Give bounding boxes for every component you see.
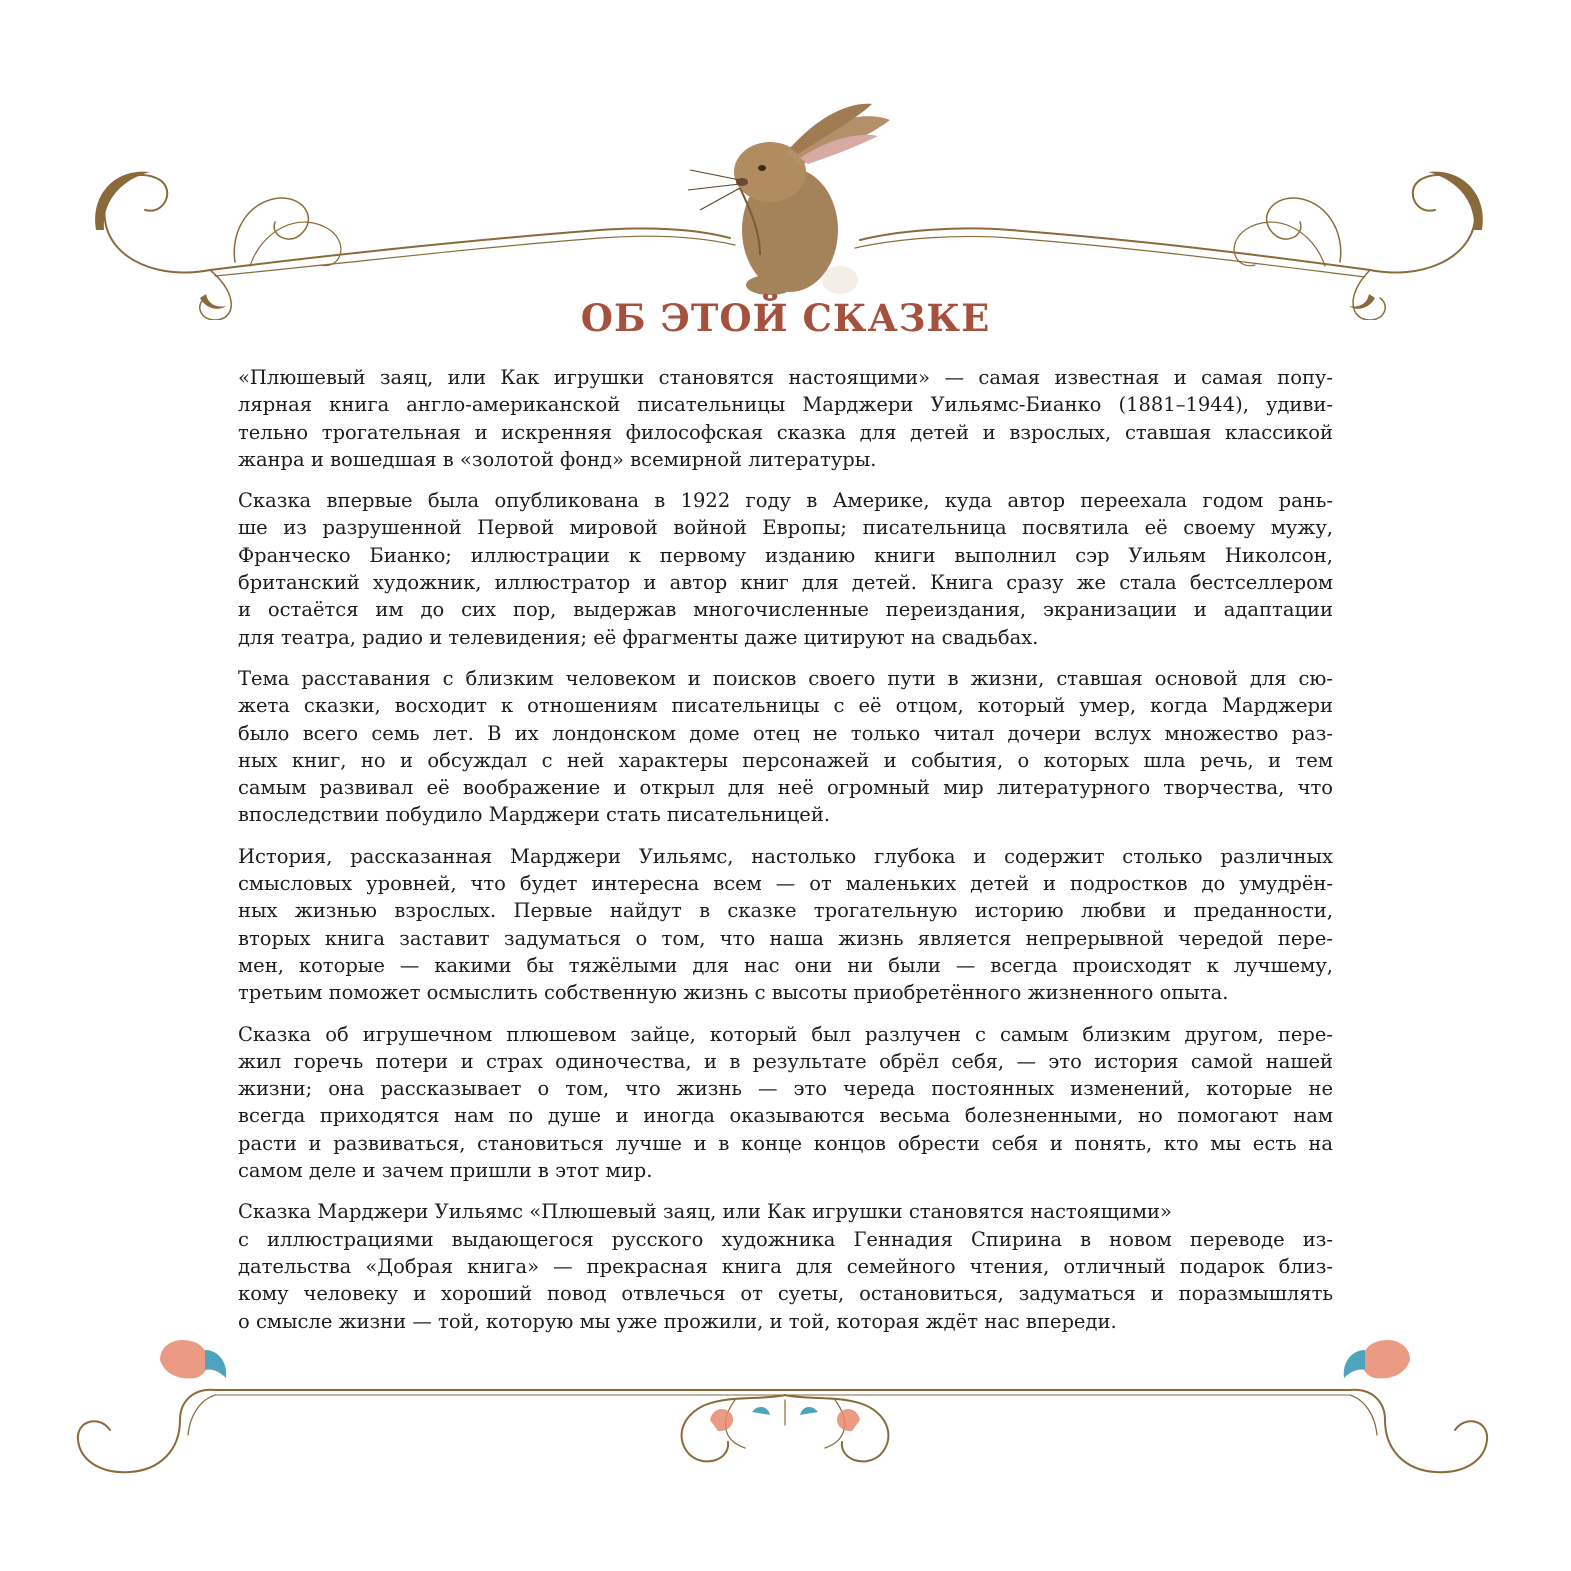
text-line: вторых книга заставит задуматься о том, что наша жизнь является непрерывной чередой пере-	[238, 926, 1333, 950]
text-line: ше из разрушенной Первой мировой войной Европы; писательница посвятила её своему мужу,	[238, 516, 1333, 540]
page-title: ОБ ЭТОЙ СКАЗКЕ	[580, 296, 991, 340]
text-line: третьим поможет осмыслить собственную жизнь с высоты приобретённого жизненного опыта.	[238, 981, 1229, 1005]
paragraph	[238, 1021, 1333, 1185]
text-line: История, рассказанная Марджери Уильямс, настолько глубока и содержит столько различных	[238, 844, 1333, 868]
text-line: жета сказки, восходит к отношениям писательницы с её отцом, который умер, когда Марджери	[238, 694, 1333, 718]
bottom-ornament-flourish	[0, 1320, 1571, 1520]
text-line: впоследствии побудило Марджери стать писательницей.	[238, 803, 831, 827]
text-line: расти и развиваться, становиться лучше и в конце концов обрести себя и понять, кто мы есть на	[238, 1131, 1333, 1155]
text-line: Сказка Марджери Уильямс «Плюшевый заяц, или Как игрушки становятся настоящими»	[238, 1200, 1172, 1224]
text-line: и остаётся им до сих пор, выдержав многочисленные переиздания, экранизации и адаптации	[238, 598, 1333, 622]
rabbit-illustration	[688, 104, 890, 295]
paragraph	[238, 364, 1333, 473]
text-line: самым развивал её воображение и открыл для неё огромный мир литературного творчества, что	[238, 776, 1333, 800]
text-line: самом деле и зачем пришли в этот мир.	[238, 1159, 653, 1183]
text-line: Сказка впервые была опубликована в 1922 году в Америке, куда автор переехала годом рань-	[238, 489, 1333, 513]
text-line: кому человеку и хороший повод отвлечься от суеты, остановиться, задуматься и поразмышлять	[238, 1282, 1333, 1306]
text-line: жил горечь потери и страх одиночества, и в результате обрёл себя, — это история самой нашей	[238, 1049, 1333, 1073]
text-line: было всего семь лет. В их лондонском доме отец не только читал дочери вслух множество раз-	[238, 721, 1333, 745]
text-line: для театра, радио и телевидения; её фрагменты даже цитируют на свадьбах.	[238, 625, 1039, 649]
text-line: смысловых уровней, что будет интересна всем — от маленьких детей и подростков до умудрён-	[238, 872, 1333, 896]
article-body	[238, 364, 1333, 1349]
text-line: Сказка об игрушечном плюшевом зайце, который был разлучен с самым близким другом, пере-	[238, 1022, 1333, 1046]
text-line: мен, которые — какими бы тяжёлыми для нас они ни были — всегда происходят к лучшему,	[238, 953, 1333, 977]
top-ornament-flourish	[0, 80, 1571, 320]
text-line: всегда приходятся нам по душе и иногда оказываются весьма болезненными, но помогают нам	[238, 1104, 1333, 1128]
paragraph	[238, 487, 1333, 651]
paragraph	[238, 843, 1333, 1007]
paragraph	[238, 1198, 1333, 1334]
text-line: жанра и вошедшая в «золотой фонд» всемирной литературы.	[238, 447, 877, 471]
text-line: лярная книга англо-американской писательницы Марджери Уильямс-Бианко (1881–1944), удиви-	[238, 393, 1333, 417]
text-line: британский художник, иллюстратор и автор книг для детей. Книга сразу же стала бестселлером	[238, 571, 1333, 595]
text-line: тельно трогательная и искренняя философская сказка для детей и взрослых, ставшая классикой	[238, 420, 1333, 444]
text-line: с иллюстрациями выдающегося русского художника Геннадия Спирина в новом переводе из-	[238, 1227, 1333, 1251]
text-line: «Плюшевый заяц, или Как игрушки становятся настоящими» — самая известная и самая попу-	[238, 366, 1333, 389]
text-line: Тема расставания с близким человеком и поисков своего пути в жизни, ставшая основой для сю-	[238, 666, 1333, 690]
text-line: Франческо Бианко; иллюстрации к первому изданию книги выполнил сэр Уильям Николсон,	[238, 543, 1333, 567]
text-line: ных книг, но и обсуждал с ней характеры персонажей и события, о которых шла речь, и тем	[238, 748, 1333, 772]
text-line: жизни; она рассказывает о том, что жизнь — это череда постоянных изменений, которые не	[238, 1077, 1333, 1101]
text-line: дательства «Добрая книга» — прекрасная книга для семейного чтения, отличный подарок близ-	[238, 1254, 1333, 1278]
text-line: ных жизнью взрослых. Первые найдут в сказке трогательную историю любви и преданности,	[238, 899, 1333, 923]
paragraph	[238, 665, 1333, 829]
text-line: о смысле жизни — той, которую мы уже прожили, и той, которая ждёт нас впереди.	[238, 1309, 1117, 1333]
